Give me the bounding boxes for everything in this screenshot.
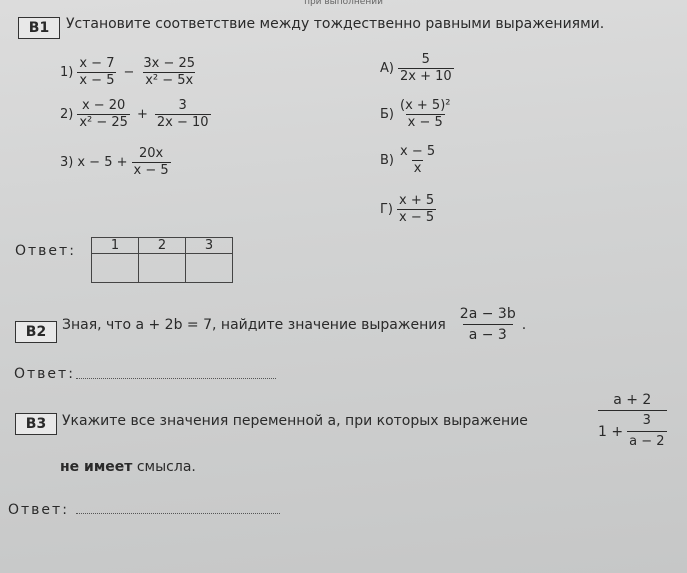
b1-left-item-1 (60, 56, 197, 89)
item-label: Б) (380, 107, 394, 122)
denominator: x (413, 161, 422, 176)
b1-right-item-v (380, 144, 437, 177)
answer-column-header: 2 (139, 238, 186, 254)
item-label: 2) (60, 107, 74, 122)
fraction (132, 146, 171, 179)
b3-statement-line2 (60, 459, 196, 475)
numerator: x + 5 (399, 193, 435, 208)
denominator: x² − 5x (145, 73, 194, 88)
denominator: x − 5 (407, 115, 443, 130)
b3-answer-line[interactable] (76, 513, 280, 514)
operator: + (136, 107, 148, 122)
denominator: x − 5 (399, 210, 435, 225)
b2-statement (62, 306, 526, 343)
b3-fraction (598, 392, 667, 450)
b3-rest-text: смысла. (136, 459, 196, 475)
cut-header-text: при выполнении (304, 0, 383, 7)
fraction (155, 98, 211, 131)
item-label: 3) (60, 155, 74, 170)
b2-statement-text: Зная, что a + 2b = 7, найдите значение выражения (62, 316, 446, 333)
expression-prefix: x − 5 + (77, 155, 128, 170)
b3-bold-text: не имеет (60, 459, 133, 475)
denominator: 2x − 10 (156, 115, 209, 130)
numerator: x − 7 (79, 56, 115, 71)
b1-left-item-2 (60, 98, 211, 131)
denominator-prefix: 1 + (598, 423, 624, 440)
b2-answer-line[interactable] (76, 378, 276, 379)
denominator: x² − 25 (79, 115, 128, 130)
item-label: Г) (380, 202, 393, 217)
numerator: a + 2 (613, 392, 652, 408)
item-label: В) (380, 153, 394, 168)
fraction (398, 98, 452, 131)
numerator: x − 5 (400, 144, 436, 159)
denominator (598, 410, 667, 450)
b3-statement: Укажите все значения переменной a, при которых выражение (62, 413, 528, 429)
b1-right-item-a (380, 52, 454, 85)
denominator: a − 2 (627, 431, 666, 450)
answer-cell-1[interactable] (92, 254, 139, 283)
numerator: (x + 5)² (400, 98, 451, 113)
numerator: 20x (138, 146, 164, 161)
b1-badge: B1 (18, 17, 60, 39)
item-label: А) (380, 61, 394, 76)
answer-column-header: 3 (186, 238, 233, 254)
numerator: 3x − 25 (143, 56, 196, 71)
operator: − (123, 65, 135, 80)
fraction (398, 144, 437, 177)
denominator: 2x + 10 (399, 69, 452, 84)
b3-badge: B3 (15, 413, 57, 435)
item-label: 1) (60, 65, 74, 80)
numerator: 3 (178, 98, 187, 113)
fraction (77, 98, 130, 131)
b3-answer-label: Ответ: (8, 502, 69, 518)
b2-answer-label: Ответ: (14, 366, 75, 382)
answer-column-header: 1 (92, 238, 139, 254)
answer-cell-3[interactable] (186, 254, 233, 283)
fraction (397, 193, 436, 226)
fraction (141, 56, 197, 89)
b1-answer-table (91, 237, 233, 283)
denominator: x − 5 (133, 163, 169, 178)
answer-cell-2[interactable] (139, 254, 186, 283)
b1-right-item-g (380, 193, 436, 226)
b1-right-item-b (380, 98, 452, 131)
b1-statement: Установите соответствие между тождественно равными выражениями. (66, 16, 605, 32)
denominator: a − 3 (463, 324, 513, 343)
numerator: 5 (421, 52, 430, 67)
b1-answer-label: Ответ: (15, 243, 76, 259)
b1-left-item-3 (60, 146, 171, 179)
numerator: 3 (642, 413, 651, 428)
fraction (77, 56, 116, 89)
fraction (398, 52, 454, 85)
numerator: x − 20 (81, 98, 126, 113)
b2-statement-end: . (521, 316, 527, 333)
denominator: x − 5 (79, 73, 115, 88)
numerator: 2a − 3b (459, 306, 516, 322)
inner-fraction (627, 413, 666, 450)
b2-fraction (454, 306, 522, 343)
b2-badge: B2 (15, 321, 57, 343)
